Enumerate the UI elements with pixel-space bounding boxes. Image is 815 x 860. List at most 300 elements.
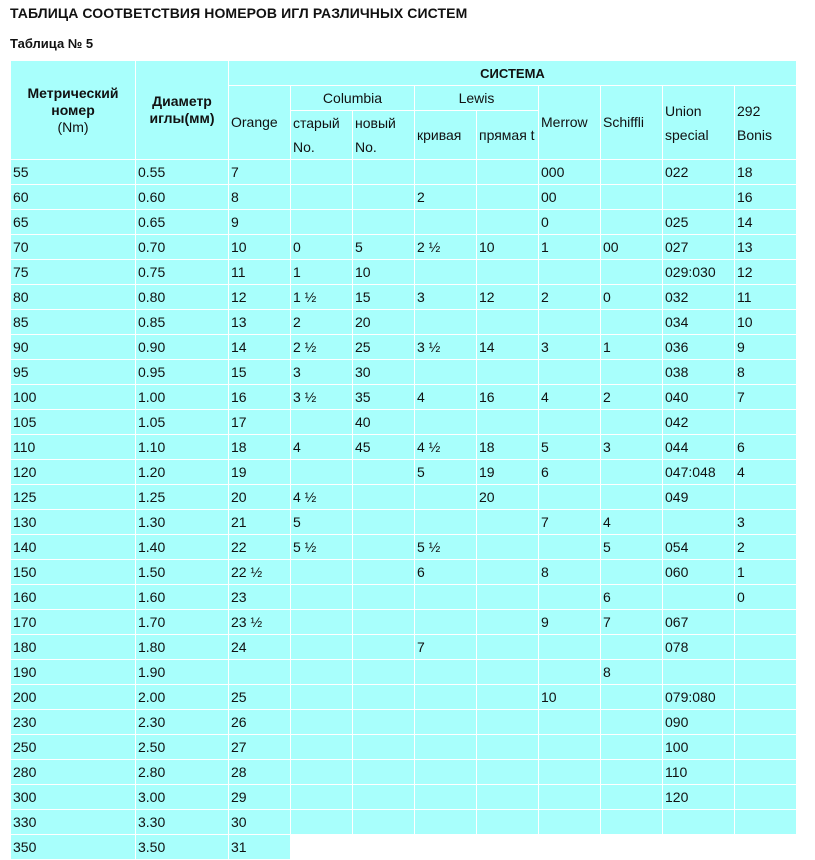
metric-number-cell: 60 [11,185,136,210]
diameter-cell: 2.80 [136,760,229,785]
table-caption: Таблица № 5 [10,36,94,51]
orange-cell: 13 [229,310,291,335]
union-special-cell: 040 [663,385,735,410]
orange-cell: 31 [229,835,291,860]
union-special-cell: 100 [663,735,735,760]
merrow-cell [539,585,601,610]
lewis-straight-cell [477,835,539,860]
metric-number-cell: 350 [11,835,136,860]
columbia-old-cell: 5 ½ [291,535,353,560]
table-row [11,460,797,485]
lewis-straight-cell [477,735,539,760]
orange-cell: 8 [229,185,291,210]
columbia-new-cell: 10 [353,260,415,285]
schiffli-cell: 1 [601,335,663,360]
table-row [11,160,797,185]
columbia-new-cell [353,835,415,860]
bonis-cell [735,610,797,635]
columbia-old-cell: 3 [291,360,353,385]
metric-number-cell: 120 [11,460,136,485]
diameter-cell: 1.50 [136,560,229,585]
columbia-old-cell [291,660,353,685]
merrow-cell: 0 [539,210,601,235]
columbia-new-cell: 40 [353,410,415,435]
lewis-header: Lewis [415,86,539,111]
columbia-new-cell [353,810,415,835]
metric-number-cell: 250 [11,735,136,760]
schiffli-cell: 00 [601,235,663,260]
schiffli-cell: 4 [601,510,663,535]
union-special-cell: 044 [663,435,735,460]
bonis-cell: 9 [735,335,797,360]
lewis-curved-cell: 3 ½ [415,335,477,360]
diameter-cell: 1.30 [136,510,229,535]
orange-cell: 22 [229,535,291,560]
metric-number-cell: 70 [11,235,136,260]
bonis-cell: 11 [735,285,797,310]
union-special-cell: 067 [663,610,735,635]
diameter-cell: 1.10 [136,435,229,460]
lewis-curved-cell [415,160,477,185]
metric-number-cell: 85 [11,310,136,335]
metric-number-cell: 105 [11,410,136,435]
merrow-cell: 3 [539,335,601,360]
bonis-cell: 12 [735,260,797,285]
diameter-cell: 1.80 [136,635,229,660]
schiffli-cell [601,735,663,760]
merrow-cell [539,735,601,760]
union-special-cell: 060 [663,560,735,585]
lewis-straight-cell [477,510,539,535]
orange-cell: 27 [229,735,291,760]
columbia-old-cell: 0 [291,235,353,260]
schiffli-cell: 3 [601,435,663,460]
columbia-new-cell [353,210,415,235]
lewis-curved-cell [415,360,477,385]
table-row [11,185,797,210]
union-special-cell [663,585,735,610]
metric-number-cell: 90 [11,335,136,360]
columbia-old-cell [291,810,353,835]
columbia-old-cell [291,685,353,710]
columbia-old-cell [291,835,353,860]
lewis-straight-cell [477,535,539,560]
columbia-old-cell: 4 ½ [291,485,353,510]
columbia-old-cell: 1 ½ [291,285,353,310]
schiffli-cell: 7 [601,610,663,635]
bonis-header: 292 Bonis [735,86,797,160]
diameter-cell: 0.70 [136,235,229,260]
schiffli-cell: 5 [601,535,663,560]
schiffli-cell: 6 [601,585,663,610]
table-row [11,335,797,360]
columbia-old-cell [291,210,353,235]
table-row [11,285,797,310]
lewis-straight-cell [477,810,539,835]
lewis-straight-cell: 10 [477,235,539,260]
columbia-new-cell [353,535,415,560]
columbia-new-cell [353,710,415,735]
diameter-header: Диаметр иглы(мм) [136,61,229,160]
table-row [11,785,797,810]
lewis-straight-header: прямая t [477,111,539,160]
orange-cell: 14 [229,335,291,360]
merrow-cell: 8 [539,560,601,585]
orange-cell: 15 [229,360,291,385]
columbia-new-cell [353,560,415,585]
bonis-cell: 3 [735,510,797,535]
merrow-cell: 10 [539,685,601,710]
diameter-cell: 3.50 [136,835,229,860]
orange-cell: 23 ½ [229,610,291,635]
orange-cell: 10 [229,235,291,260]
schiffli-cell [601,835,663,860]
table-row [11,710,797,735]
union-special-cell: 090 [663,710,735,735]
merrow-cell: 4 [539,385,601,410]
system-header: СИСТЕМА [229,61,797,86]
diameter-cell: 0.75 [136,260,229,285]
merrow-cell: 00 [539,185,601,210]
table-row [11,435,797,460]
lewis-curved-cell [415,585,477,610]
lewis-straight-cell [477,660,539,685]
orange-cell: 24 [229,635,291,660]
lewis-curved-cell [415,835,477,860]
orange-cell: 20 [229,485,291,510]
diameter-cell: 1.40 [136,535,229,560]
bonis-cell: 18 [735,160,797,185]
merrow-cell: 2 [539,285,601,310]
orange-cell: 23 [229,585,291,610]
union-special-cell: 022 [663,160,735,185]
columbia-old-cell [291,185,353,210]
table-body [11,160,797,860]
columbia-new-cell: 25 [353,335,415,360]
lewis-curved-cell: 2 ½ [415,235,477,260]
lewis-curved-cell: 4 [415,385,477,410]
orange-cell: 25 [229,685,291,710]
orange-cell: 12 [229,285,291,310]
lewis-curved-cell [415,660,477,685]
table-row [11,610,797,635]
merrow-cell [539,410,601,435]
orange-cell: 28 [229,760,291,785]
merrow-cell: 000 [539,160,601,185]
merrow-cell [539,485,601,510]
lewis-straight-cell [477,685,539,710]
bonis-cell: 1 [735,560,797,585]
schiffli-cell [601,360,663,385]
bonis-cell [735,660,797,685]
bonis-cell: 6 [735,435,797,460]
lewis-straight-cell: 19 [477,460,539,485]
columbia-new-cell [353,585,415,610]
columbia-new-cell [353,160,415,185]
schiffli-cell [601,710,663,735]
union-special-cell [663,810,735,835]
lewis-curved-cell [415,785,477,810]
metric-number-cell: 140 [11,535,136,560]
columbia-new-cell: 45 [353,435,415,460]
metric-number-cell: 110 [11,435,136,460]
columbia-old-cell [291,735,353,760]
schiffli-cell [601,485,663,510]
columbia-new-cell: 30 [353,360,415,385]
diameter-cell: 1.05 [136,410,229,435]
lewis-straight-cell: 14 [477,335,539,360]
lewis-straight-cell [477,610,539,635]
lewis-curved-cell: 5 [415,460,477,485]
diameter-cell: 2.30 [136,710,229,735]
orange-cell [229,660,291,685]
union-special-cell: 078 [663,635,735,660]
bonis-cell: 2 [735,535,797,560]
columbia-old-cell [291,160,353,185]
table-row [11,510,797,535]
columbia-new-cell [353,460,415,485]
columbia-new-cell [353,760,415,785]
lewis-curved-cell [415,735,477,760]
metric-number-cell: 150 [11,560,136,585]
table-row [11,210,797,235]
schiffli-cell [601,260,663,285]
table-row [11,485,797,510]
metric-number-header: Метрический номер (Nm) [11,61,136,160]
bonis-cell: 16 [735,185,797,210]
columbia-old-cell: 2 ½ [291,335,353,360]
columbia-new-cell [353,635,415,660]
union-special-cell: 034 [663,310,735,335]
lewis-curved-cell [415,760,477,785]
lewis-curved-cell: 5 ½ [415,535,477,560]
metric-number-cell: 170 [11,610,136,635]
lewis-curved-header: кривая [415,111,477,160]
diameter-cell: 1.25 [136,485,229,510]
union-special-cell: 027 [663,235,735,260]
union-special-header: Union special [663,86,735,160]
diameter-cell: 0.60 [136,185,229,210]
union-special-cell: 025 [663,210,735,235]
merrow-cell: 9 [539,610,601,635]
diameter-cell: 0.95 [136,360,229,385]
bonis-cell [735,835,797,860]
union-special-cell: 042 [663,410,735,435]
table-row [11,310,797,335]
table-row [11,735,797,760]
lewis-straight-cell [477,635,539,660]
schiffli-cell: 0 [601,285,663,310]
lewis-curved-cell: 2 [415,185,477,210]
merrow-cell [539,360,601,385]
columbia-new-cell [353,485,415,510]
union-special-cell: 120 [663,785,735,810]
lewis-curved-cell [415,810,477,835]
diameter-cell: 2.50 [136,735,229,760]
columbia-old-cell [291,410,353,435]
metric-number-cell: 180 [11,635,136,660]
orange-cell: 26 [229,710,291,735]
schiffli-cell: 2 [601,385,663,410]
columbia-old-cell [291,585,353,610]
columbia-old-cell: 1 [291,260,353,285]
orange-header: Orange [229,86,291,160]
schiffli-cell [601,185,663,210]
orange-cell: 19 [229,460,291,485]
union-special-cell: 029:030 [663,260,735,285]
metric-number-cell: 75 [11,260,136,285]
needle-size-table [10,60,797,860]
table-row [11,760,797,785]
merrow-cell: 1 [539,235,601,260]
union-special-cell: 047:048 [663,460,735,485]
lewis-curved-cell [415,210,477,235]
orange-cell: 30 [229,810,291,835]
columbia-old-cell [291,560,353,585]
lewis-curved-cell [415,310,477,335]
table-row [11,810,797,835]
schiffli-cell [601,785,663,810]
bonis-cell [735,410,797,435]
metric-number-cell: 190 [11,660,136,685]
diameter-cell: 0.90 [136,335,229,360]
lewis-straight-cell [477,560,539,585]
merrow-cell [539,260,601,285]
merrow-cell: 5 [539,435,601,460]
union-special-cell [663,510,735,535]
bonis-cell [735,710,797,735]
orange-cell: 7 [229,160,291,185]
merrow-cell [539,785,601,810]
lewis-straight-cell [477,760,539,785]
merrow-cell [539,660,601,685]
lewis-straight-cell [477,210,539,235]
diameter-cell: 1.00 [136,385,229,410]
bonis-cell: 8 [735,360,797,385]
bonis-cell [735,685,797,710]
diameter-cell: 0.55 [136,160,229,185]
lewis-straight-cell [477,160,539,185]
schiffli-header: Schiffli [601,86,663,160]
union-special-cell [663,660,735,685]
lewis-straight-cell [477,785,539,810]
merrow-cell [539,635,601,660]
orange-cell: 22 ½ [229,560,291,585]
metric-number-cell: 230 [11,710,136,735]
bonis-cell [735,785,797,810]
union-special-cell: 036 [663,335,735,360]
table-row [11,385,797,410]
columbia-old-cell [291,610,353,635]
columbia-old-cell: 5 [291,510,353,535]
diameter-cell: 1.90 [136,660,229,685]
columbia-old-cell: 4 [291,435,353,460]
schiffli-cell [601,460,663,485]
lewis-curved-cell: 4 ½ [415,435,477,460]
columbia-new-header: новый No. [353,111,415,160]
page-title: ТАБЛИЦА СООТВЕТСТВИЯ НОМЕРОВ ИГЛ РАЗЛИЧНЫХ СИСТЕМ [10,5,468,21]
orange-cell: 18 [229,435,291,460]
schiffli-cell [601,685,663,710]
schiffli-cell [601,635,663,660]
lewis-curved-cell: 6 [415,560,477,585]
metric-number-cell: 300 [11,785,136,810]
union-special-cell: 110 [663,760,735,785]
bonis-cell: 7 [735,385,797,410]
lewis-straight-cell: 12 [477,285,539,310]
merrow-cell: 6 [539,460,601,485]
diameter-cell: 2.00 [136,685,229,710]
lewis-straight-cell: 20 [477,485,539,510]
orange-cell: 21 [229,510,291,535]
columbia-new-cell: 5 [353,235,415,260]
metric-number-cell: 100 [11,385,136,410]
schiffli-cell [601,310,663,335]
merrow-cell [539,310,601,335]
union-special-cell: 079:080 [663,685,735,710]
lewis-curved-cell [415,410,477,435]
lewis-straight-cell [477,310,539,335]
schiffli-cell [601,810,663,835]
lewis-curved-cell [415,485,477,510]
table-row [11,360,797,385]
lewis-straight-cell: 18 [477,435,539,460]
union-special-cell: 054 [663,535,735,560]
schiffli-cell [601,560,663,585]
table-row [11,260,797,285]
metric-number-cell: 280 [11,760,136,785]
lewis-straight-cell [477,185,539,210]
orange-cell: 16 [229,385,291,410]
columbia-new-cell: 15 [353,285,415,310]
lewis-straight-cell [477,410,539,435]
schiffli-cell: 8 [601,660,663,685]
union-special-cell [663,835,735,860]
lewis-curved-cell [415,610,477,635]
merrow-cell: 7 [539,510,601,535]
lewis-straight-cell [477,260,539,285]
merrow-cell [539,760,601,785]
columbia-old-cell: 3 ½ [291,385,353,410]
table-row [11,685,797,710]
table-row [11,660,797,685]
diameter-cell: 0.65 [136,210,229,235]
columbia-new-cell [353,785,415,810]
columbia-old-header: старый No. [291,111,353,160]
columbia-header: Columbia [291,86,415,111]
columbia-new-cell: 35 [353,385,415,410]
union-special-cell: 032 [663,285,735,310]
metric-number-cell: 80 [11,285,136,310]
merrow-cell [539,835,601,860]
table-row [11,535,797,560]
metric-number-cell: 125 [11,485,136,510]
orange-cell: 29 [229,785,291,810]
columbia-new-cell [353,185,415,210]
bonis-cell: 4 [735,460,797,485]
lewis-curved-cell [415,510,477,535]
lewis-curved-cell [415,710,477,735]
lewis-straight-cell: 16 [477,385,539,410]
diameter-cell: 0.80 [136,285,229,310]
diameter-cell: 1.60 [136,585,229,610]
columbia-new-cell [353,660,415,685]
columbia-new-cell [353,510,415,535]
schiffli-cell [601,410,663,435]
columbia-new-cell: 20 [353,310,415,335]
schiffli-cell [601,160,663,185]
columbia-old-cell [291,760,353,785]
